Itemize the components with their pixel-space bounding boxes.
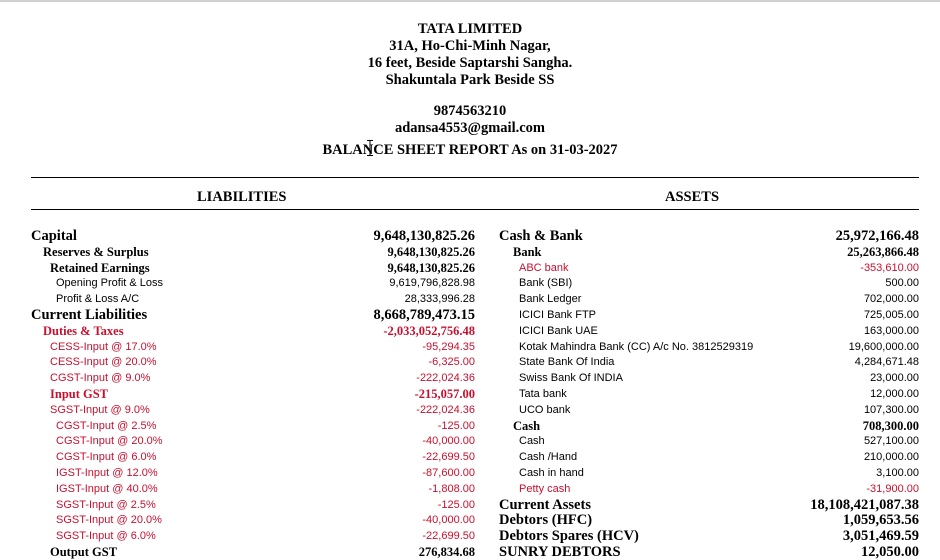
company-name: TATA LIMITED bbox=[417, 21, 523, 37]
account-amount: 12,050.00 bbox=[861, 543, 919, 560]
report-title: BALANCE SHEET REPORT As on 31-03-2027 bbox=[322, 142, 618, 158]
liabilities-row-input-gst bbox=[31, 386, 475, 402]
liabilities-row-reserves-surplus bbox=[31, 244, 475, 260]
account-label: CGST-Input @ 2.5% bbox=[56, 419, 157, 432]
assets-row-cash bbox=[499, 433, 919, 449]
assets-row-state-bank-of-india bbox=[499, 354, 919, 370]
account-label: Profit & Loss A/C bbox=[56, 293, 140, 306]
account-amount: 9,648,130,825.26 bbox=[387, 244, 475, 259]
account-label: Cash bbox=[513, 418, 541, 433]
assets-row-debtors-spares-hcv bbox=[499, 528, 919, 544]
account-label: Current Assets bbox=[499, 496, 591, 513]
liabilities-row-duties-taxes bbox=[31, 323, 475, 339]
assets-row-cash-bank bbox=[499, 228, 919, 244]
account-label: ICICI Bank FTP bbox=[519, 308, 597, 321]
account-label: Tata bank bbox=[519, 387, 567, 400]
liabilities-row-sgst-input-2-5 bbox=[31, 497, 475, 513]
account-label: Debtors Spares (HCV) bbox=[499, 528, 639, 545]
account-amount: -125.00 bbox=[437, 419, 475, 432]
assets-row-cash-in-hand bbox=[499, 465, 919, 481]
company-phone: 9874563210 bbox=[433, 103, 507, 119]
assets-row-debtors-hfc bbox=[499, 512, 919, 528]
account-label: Output GST bbox=[50, 544, 118, 559]
account-label: Reserves & Surplus bbox=[43, 244, 149, 259]
liabilities-row-sgst-input-6-0 bbox=[31, 528, 475, 544]
account-amount: -22,699.50 bbox=[422, 451, 475, 464]
liabilities-row-profit-loss-a-c bbox=[31, 291, 475, 307]
text-cursor-icon bbox=[367, 140, 373, 156]
account-amount: 4,284,671.48 bbox=[854, 356, 919, 369]
account-label: SGST-Input @ 20.0% bbox=[56, 514, 162, 527]
header-divider-bottom bbox=[31, 209, 919, 210]
account-amount: -87,600.00 bbox=[422, 466, 475, 479]
assets-row-uco-bank bbox=[499, 402, 919, 418]
account-amount: 18,108,421,087.38 bbox=[810, 496, 919, 513]
assets-row-bank-ledger bbox=[499, 291, 919, 307]
address-line-3: Shakuntala Park Beside SS bbox=[385, 72, 555, 88]
account-amount: 9,619,796,828.98 bbox=[389, 277, 475, 290]
account-label: Duties & Taxes bbox=[43, 323, 124, 338]
liabilities-row-cess-input-17-0 bbox=[31, 339, 475, 355]
account-label: SGST-Input @ 6.0% bbox=[56, 530, 156, 543]
assets-row-abc-bank bbox=[499, 260, 919, 276]
account-amount: -22,699.50 bbox=[422, 530, 475, 543]
assets-heading: ASSETS bbox=[665, 189, 720, 205]
assets-row-current-assets bbox=[499, 497, 919, 513]
account-label: Petty cash bbox=[519, 482, 571, 495]
account-amount: 23,000.00 bbox=[870, 372, 919, 385]
liabilities-row-cgst-input-9-0 bbox=[31, 370, 475, 386]
assets-row-sunry-debtors bbox=[499, 544, 919, 560]
account-amount: -40,000.00 bbox=[422, 435, 475, 448]
liabilities-row-igst-input-40-0 bbox=[31, 481, 475, 497]
account-amount: 3,100.00 bbox=[876, 466, 919, 479]
liabilities-row-cgst-input-6-0 bbox=[31, 449, 475, 465]
account-label: State Bank Of India bbox=[519, 356, 615, 369]
account-label: CGST-Input @ 20.0% bbox=[56, 435, 163, 448]
liabilities-row-sgst-input-9-0 bbox=[31, 402, 475, 418]
account-label: CESS-Input @ 17.0% bbox=[50, 340, 157, 353]
account-amount: -95,294.35 bbox=[422, 340, 475, 353]
assets-row-petty-cash bbox=[499, 481, 919, 497]
account-amount: 107,300.00 bbox=[863, 403, 919, 416]
account-amount: 25,263,866.48 bbox=[847, 244, 919, 259]
liabilities-row-current-liabilities bbox=[31, 307, 475, 323]
liabilities-row-cess-input-20-0 bbox=[31, 354, 475, 370]
account-amount: 276,834.68 bbox=[418, 544, 475, 559]
account-label: SGST-Input @ 2.5% bbox=[56, 498, 156, 511]
account-label: Cash & Bank bbox=[499, 228, 583, 244]
liabilities-row-cgst-input-2-5 bbox=[31, 418, 475, 434]
liabilities-row-retained-earnings bbox=[31, 260, 475, 276]
liabilities-heading: LIABILITIES bbox=[197, 189, 287, 205]
account-amount: -2,033,052,756.48 bbox=[383, 323, 475, 338]
account-label: Retained Earnings bbox=[50, 260, 150, 275]
account-amount: 500.00 bbox=[885, 277, 919, 290]
account-label: SGST-Input @ 9.0% bbox=[50, 403, 150, 416]
liabilities-column bbox=[31, 228, 475, 560]
account-label: CESS-Input @ 20.0% bbox=[50, 356, 157, 369]
account-amount: -353,610.00 bbox=[860, 261, 919, 274]
assets-row-bank bbox=[499, 244, 919, 260]
assets-row-swiss-bank-of-india bbox=[499, 370, 919, 386]
assets-row-kotak-mahindra-bank-cc-a-c-no-3812529319 bbox=[499, 339, 919, 355]
account-label: ABC bank bbox=[519, 261, 569, 274]
assets-row-bank-sbi bbox=[499, 275, 919, 291]
top-border bbox=[0, 0, 940, 2]
account-label: Current Liabilities bbox=[31, 306, 148, 323]
account-amount: 8,668,789,473.15 bbox=[373, 306, 475, 323]
assets-row-icici-bank-uae bbox=[499, 323, 919, 339]
account-amount: 210,000.00 bbox=[863, 451, 919, 464]
address-line-1: 31A, Ho-Chi-Minh Nagar, bbox=[389, 38, 551, 54]
account-amount: -31,900.00 bbox=[866, 482, 919, 495]
account-label: Debtors (HFC) bbox=[499, 512, 593, 529]
account-amount: -215,057.00 bbox=[414, 386, 475, 401]
account-amount: -222,024.36 bbox=[416, 372, 475, 385]
account-amount: 9,648,130,825.26 bbox=[387, 260, 475, 275]
liabilities-row-opening-profit-loss bbox=[31, 275, 475, 291]
account-label: Capital bbox=[31, 228, 77, 244]
header-divider-top bbox=[31, 177, 919, 178]
account-amount: 163,000.00 bbox=[863, 324, 919, 337]
account-label: SUNRY DEBTORS bbox=[499, 543, 621, 560]
account-amount: -1,808.00 bbox=[428, 482, 475, 495]
account-label: IGST-Input @ 12.0% bbox=[56, 466, 158, 479]
account-label: Swiss Bank Of INDIA bbox=[519, 372, 623, 385]
assets-row-cash-hand bbox=[499, 449, 919, 465]
account-label: Bank (SBI) bbox=[519, 277, 573, 290]
account-label: UCO bank bbox=[519, 403, 571, 416]
account-label: Cash bbox=[519, 435, 545, 448]
account-amount: 9,648,130,825.26 bbox=[373, 228, 475, 244]
report-header bbox=[0, 21, 940, 159]
account-label: Kotak Mahindra Bank (CC) A/c No. 3812529319 bbox=[519, 340, 754, 353]
account-amount: -125.00 bbox=[437, 498, 475, 511]
assets-column bbox=[499, 228, 919, 560]
assets-row-icici-bank-ftp bbox=[499, 307, 919, 323]
account-label: Cash /Hand bbox=[519, 451, 578, 464]
account-label: IGST-Input @ 40.0% bbox=[56, 482, 158, 495]
account-amount: 527,100.00 bbox=[863, 435, 919, 448]
account-amount: 708,300.00 bbox=[862, 418, 919, 433]
account-amount: 1,059,653.56 bbox=[842, 512, 919, 529]
account-amount: 3,051,469.59 bbox=[842, 528, 919, 545]
account-label: Cash in hand bbox=[519, 466, 584, 479]
account-amount: -6,325.00 bbox=[428, 356, 475, 369]
account-amount: -222,024.36 bbox=[416, 403, 475, 416]
liabilities-row-cgst-input-20-0 bbox=[31, 433, 475, 449]
account-amount: 25,972,166.48 bbox=[835, 228, 919, 244]
account-amount: 12,000.00 bbox=[870, 387, 919, 400]
account-amount: -40,000.00 bbox=[422, 514, 475, 527]
liabilities-row-sgst-input-20-0 bbox=[31, 512, 475, 528]
liabilities-row-output-gst bbox=[31, 544, 475, 560]
address-line-2: 16 feet, Beside Saptarshi Sangha. bbox=[367, 55, 573, 71]
liabilities-row-igst-input-12-0 bbox=[31, 465, 475, 481]
account-label: CGST-Input @ 9.0% bbox=[50, 372, 151, 385]
assets-row-tata-bank bbox=[499, 386, 919, 402]
assets-row-cash bbox=[499, 418, 919, 434]
account-label: Bank bbox=[513, 244, 542, 259]
liabilities-row-capital bbox=[31, 228, 475, 244]
account-amount: 28,333,996.28 bbox=[404, 293, 475, 306]
account-label: Input GST bbox=[50, 386, 109, 401]
company-email: adansa4553@gmail.com bbox=[394, 120, 546, 136]
account-label: Bank Ledger bbox=[519, 293, 582, 306]
account-amount: 725,005.00 bbox=[863, 308, 919, 321]
account-label: Opening Profit & Loss bbox=[56, 277, 164, 290]
account-amount: 19,600,000.00 bbox=[848, 340, 919, 353]
account-label: ICICI Bank UAE bbox=[519, 324, 598, 337]
account-amount: 702,000.00 bbox=[863, 293, 919, 306]
account-label: CGST-Input @ 6.0% bbox=[56, 451, 157, 464]
